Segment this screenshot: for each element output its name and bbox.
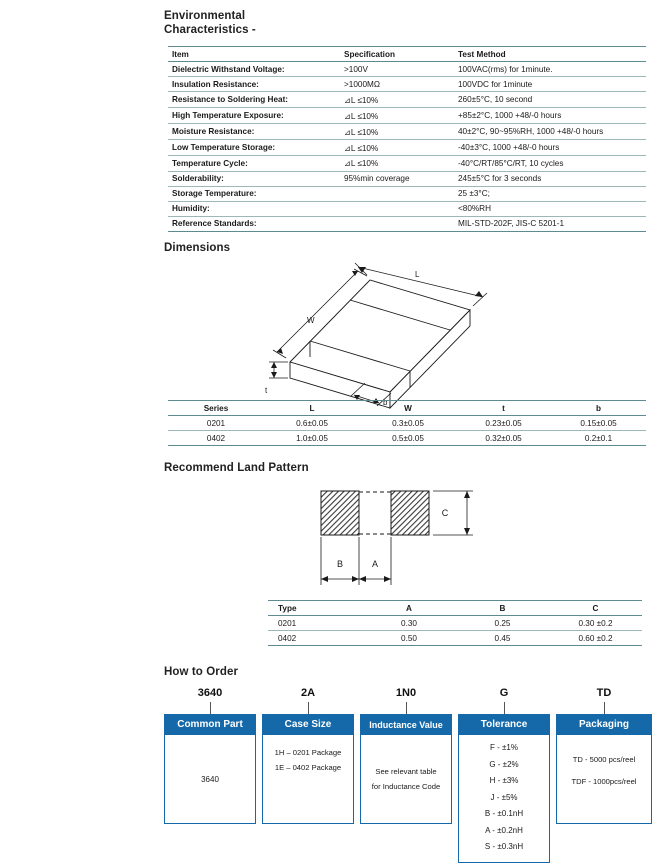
dimension-label-L: L [415, 270, 420, 279]
order-option: B - ±0.1nH [484, 809, 524, 818]
cell-item: Low Temperature Storage: [168, 139, 340, 155]
cell-item: High Temperature Exposure: [168, 107, 340, 123]
cell-test-method: 25 ±3°C; [454, 186, 646, 201]
table-row [168, 91, 646, 107]
order-option: A - ±0.2nH [485, 825, 523, 835]
order-option: for Inductance Code [371, 782, 441, 791]
cell-length: 1.0±0.05 [264, 430, 360, 445]
order-body-tolerance [459, 735, 549, 862]
order-box-packaging [556, 714, 652, 824]
cell-item: Storage Temperature: [168, 186, 340, 201]
order-box-inductance-value [360, 714, 452, 824]
cell-test-method: 100VAC(rms) for 1minute. [454, 61, 646, 76]
leader-line [210, 702, 211, 714]
table-row [168, 76, 646, 91]
dimension-label-B: B [336, 559, 344, 569]
cell-item: Reference Standards: [168, 216, 340, 231]
order-header-case-size: Case Size [263, 715, 353, 735]
order-header-inductance-value: Inductance Value [361, 715, 451, 735]
cell-series: 0201 [168, 415, 264, 430]
order-box-common-part [164, 714, 256, 824]
order-option: H - ±3% [489, 776, 519, 785]
cell-test-method: 40±2°C, 90~95%RH, 1000 +48/-0 hours [454, 123, 646, 139]
table-row [168, 61, 646, 76]
cell-test-method: -40°C/RT/85°C/RT, 10 cycles [454, 155, 646, 171]
leader-line [406, 702, 407, 714]
order-box-case-size [262, 714, 354, 824]
table-row [168, 171, 646, 186]
dimensions-heading: Dimensions [164, 242, 231, 254]
land-pattern-table-body [268, 615, 642, 645]
order-box-tolerance [458, 714, 550, 863]
leader-line [604, 702, 605, 714]
order-column-case-size [262, 686, 354, 824]
cell-width: 0.5±0.05 [360, 430, 456, 445]
cell-test-method: MIL-STD-202F, JIS-C 5201-1 [454, 216, 646, 231]
cell-thickness: 0.32±0.05 [456, 430, 551, 445]
order-body-case-size [263, 735, 353, 823]
order-option: J - ±5% [490, 792, 518, 802]
table-row [168, 415, 646, 430]
cell-specification [340, 201, 454, 216]
cell-specification: ⊿L ≤10% [340, 91, 454, 107]
cell-specification: ⊿L ≤10% [340, 123, 454, 139]
order-column-packaging [556, 686, 652, 824]
order-header-tolerance: Tolerance [459, 715, 549, 735]
column-header-width: W [360, 401, 456, 416]
table-row [168, 186, 646, 201]
cell-b: 0.45 [456, 630, 549, 645]
cell-c: 0.60 ±0.2 [549, 630, 642, 645]
table-row [268, 630, 642, 645]
cell-test-method: 245±5°C for 3 seconds [454, 171, 646, 186]
table-row [268, 615, 642, 630]
environmental-characteristics-heading [164, 10, 256, 37]
cell-test-method: 100VDC for 1minute [454, 76, 646, 91]
cell-specification: >1000MΩ [340, 76, 454, 91]
order-option: F - ±1% [490, 743, 518, 752]
cell-item: Humidity: [168, 201, 340, 216]
column-header-thickness: t [456, 401, 551, 416]
table-row [168, 216, 646, 231]
order-option: S - ±0.3nH [484, 842, 524, 851]
cell-item: Temperature Cycle: [168, 155, 340, 171]
table-row [168, 139, 646, 155]
leader-line [504, 702, 505, 714]
environmental-table-body [168, 61, 646, 231]
column-header-band: b [551, 401, 646, 416]
cell-test-method: -40±3°C, 1000 +48/-0 hours [454, 139, 646, 155]
dimension-label-A: A [371, 559, 379, 569]
cell-item: Resistance to Soldering Heat: [168, 91, 340, 107]
cell-b: 0.25 [456, 615, 549, 630]
cell-band: 0.2±0.1 [551, 430, 646, 445]
table-header-row [168, 401, 646, 416]
column-header-c: C [549, 601, 642, 616]
dimensions-table-body [168, 415, 646, 445]
cell-thickness: 0.23±0.05 [456, 415, 551, 430]
cell-test-method: +85±2°C, 1000 +48/-0 hours [454, 107, 646, 123]
land-pattern-table [268, 600, 642, 646]
cell-a: 0.50 [362, 630, 456, 645]
how-to-order-diagram [164, 686, 654, 852]
cell-item: Moisture Resistance: [168, 123, 340, 139]
column-header-length: L [264, 401, 360, 416]
order-body-packaging [557, 735, 651, 823]
land-pad-left [321, 491, 359, 535]
dimension-label-b: b [383, 398, 388, 407]
cell-specification [340, 216, 454, 231]
cell-item: Dielectric Withstand Voltage: [168, 61, 340, 76]
heading-line-2: Characteristics - [164, 23, 256, 36]
order-option: 1E – 0402 Package [274, 763, 342, 772]
column-header-b: B [456, 601, 549, 616]
cell-specification: ⊿L ≤10% [340, 107, 454, 123]
table-row [168, 107, 646, 123]
order-code-tolerance: G [499, 687, 509, 699]
dimension-label-W: W [307, 316, 315, 325]
table-header-row [168, 47, 646, 62]
order-column-inductance-value [360, 686, 452, 824]
order-option: 3640 [201, 774, 219, 784]
order-code-packaging: TD [596, 687, 612, 699]
order-option: 1H – 0201 Package [274, 748, 342, 757]
order-column-tolerance [458, 686, 550, 863]
column-header-test-method: Test Method [454, 47, 646, 62]
cell-specification: >100V [340, 61, 454, 76]
table-row [168, 123, 646, 139]
chip-isometric-drawing [255, 255, 525, 407]
table-row [168, 155, 646, 171]
cell-type: 0201 [268, 615, 362, 630]
order-header-packaging: Packaging [557, 715, 651, 735]
land-pattern-drawing [295, 483, 485, 598]
order-option: See relevant table [375, 767, 437, 776]
order-header-common-part: Common Part [165, 715, 255, 735]
cell-c: 0.30 ±0.2 [549, 615, 642, 630]
leader-line [308, 702, 309, 714]
land-pad-right [391, 491, 429, 535]
cell-specification: 95%min coverage [340, 171, 454, 186]
order-column-common-part [164, 686, 256, 824]
cell-a: 0.30 [362, 615, 456, 630]
order-option: TDF - 1000pcs/reel [571, 777, 637, 786]
heading-line-1: Environmental [164, 10, 246, 22]
order-body-common-part [165, 735, 255, 823]
cell-specification: ⊿L ≤10% [340, 155, 454, 171]
cell-width: 0.3±0.05 [360, 415, 456, 430]
cell-band: 0.15±0.05 [551, 415, 646, 430]
cell-specification [340, 186, 454, 201]
environmental-characteristics-table [168, 46, 646, 232]
order-code-case-size: 2A [300, 687, 316, 699]
cell-test-method: <80%RH [454, 201, 646, 216]
table-row [168, 201, 646, 216]
order-code-common-part: 3640 [197, 687, 223, 699]
column-header-specification: Specification [340, 47, 454, 62]
table-header-row [268, 601, 642, 616]
cell-type: 0402 [268, 630, 362, 645]
dimensions-table [168, 400, 646, 446]
dimension-label-t: t [265, 386, 268, 395]
how-to-order-heading: How to Order [164, 666, 239, 678]
column-header-type: Type [268, 601, 362, 616]
order-option: TD - 5000 pcs/reel [572, 755, 636, 764]
dimension-label-C: C [441, 508, 449, 518]
cell-test-method: 260±5°C, 10 second [454, 91, 646, 107]
order-option: G - ±2% [489, 759, 519, 769]
cell-length: 0.6±0.05 [264, 415, 360, 430]
cell-specification: ⊿L ≤10% [340, 139, 454, 155]
cell-series: 0402 [168, 430, 264, 445]
column-header-series: Series [168, 401, 264, 416]
order-code-inductance-value: 1N0 [395, 687, 417, 699]
cell-item: Solderability: [168, 171, 340, 186]
table-row [168, 430, 646, 445]
column-header-item: Item [168, 47, 340, 62]
column-header-a: A [362, 601, 456, 616]
land-pattern-heading: Recommend Land Pattern [164, 462, 309, 474]
cell-item: Insulation Resistance: [168, 76, 340, 91]
order-body-inductance-value [361, 735, 451, 823]
